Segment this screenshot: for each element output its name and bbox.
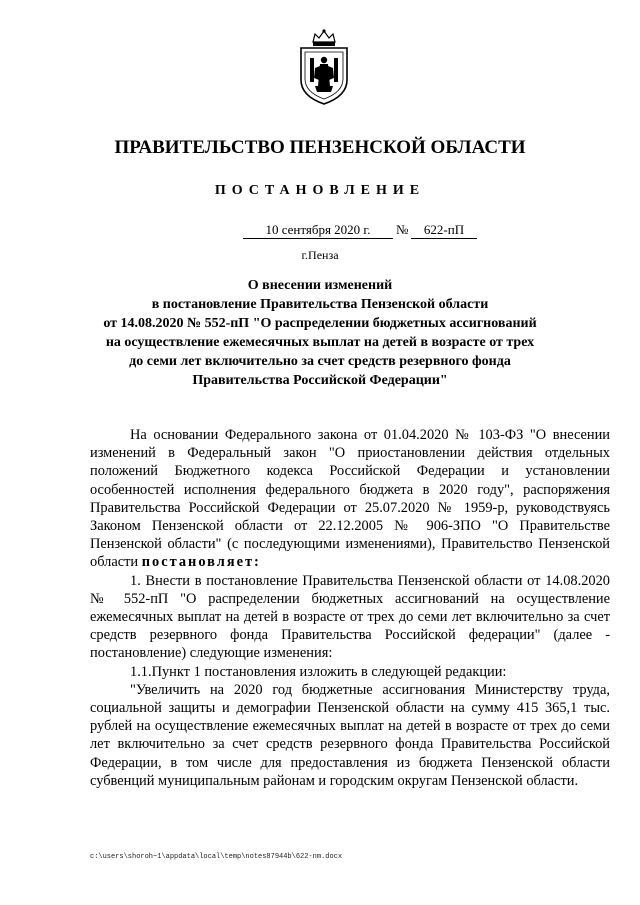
body-paragraph: 1. Внести в постановление Правительства Пензенской области от 14.08.2020 № 552-пП "О распределении бюджетных ассигнований на осуществление ежемесячных выплат на детей в возрасте от трех до семи лет включительно за счет средств резервного фонда Правительства Российской федерации" (далее - постановление) следующие изменения: — [90, 572, 610, 662]
body-paragraph — [90, 426, 610, 572]
government-name: ПРАВИТЕЛЬСТВО ПЕНЗЕНСКОЙ ОБЛАСТИ — [114, 137, 526, 158]
document-body — [90, 426, 610, 790]
number-sign: № — [396, 222, 409, 237]
document-heading — [90, 276, 550, 390]
body-paragraph: "Увеличить на 2020 год бюджетные ассигнования Министерству труда, социальной защиты и демографии Пензенской области на сумму 415 365,1 тыс. рублей на осуществление ежемесячных выплат на детей в возрасте от трех до семи лет включительно за счет средств резервного фонда Правительства Российской Федерации, в том числе для предоставления из бюджета Пензенской области субвенций муниципальным районам и городским округам Пензенской области. — [90, 681, 610, 789]
file-path-footer: c:\users\shoroh~1\appdata\local\temp\notes87944b\622-nm.docx — [90, 853, 343, 861]
document-date: 10 сентября 2020 г. — [243, 222, 393, 239]
date-number-line — [0, 222, 640, 240]
body-paragraph: 1.1.Пункт 1 постановления изложить в следующей редакции: — [130, 663, 507, 680]
heading-line: в постановление Правительства Пензенской области — [151, 297, 489, 312]
coat-of-arms-icon — [293, 28, 355, 106]
resolution-verb: постановляет: — [141, 554, 261, 571]
document-type: ПОСТАНОВЛЕНИЕ — [214, 183, 426, 198]
heading-line: на осуществление ежемесячных выплат на детей в возрасте от трех — [105, 335, 535, 350]
heading-line: Правительства Российской Федерации" — [192, 373, 448, 388]
heading-line: О внесении изменений — [247, 278, 393, 293]
paragraph-text: На основании Федерального закона от 01.04.2020 № 103-ФЗ "О внесении изменений в Федеральный закон "О приостановлении действия отдельных положений Бюджетного кодекса Российской Федерации и установлении особенностей исполнения федерального бюджета в 2020 году", распоряжения Правительства Российской Федерации от 25.07.2020 № 1959-р, руководствуясь Законом Пензенской области от 22.12.2005 № 906-ЗПО "О Правительстве Пензенской области" (с последующими изменениями), Правительство Пензенской области — [90, 427, 610, 571]
city: г.Пенза — [301, 248, 339, 262]
heading-line: от 14.08.2020 № 552-пП "О распределении бюджетных ассигнований — [103, 316, 537, 331]
heading-line: до семи лет включительно за счет средств резервного фонда — [129, 354, 511, 369]
document-number: 622-пП — [411, 222, 477, 239]
